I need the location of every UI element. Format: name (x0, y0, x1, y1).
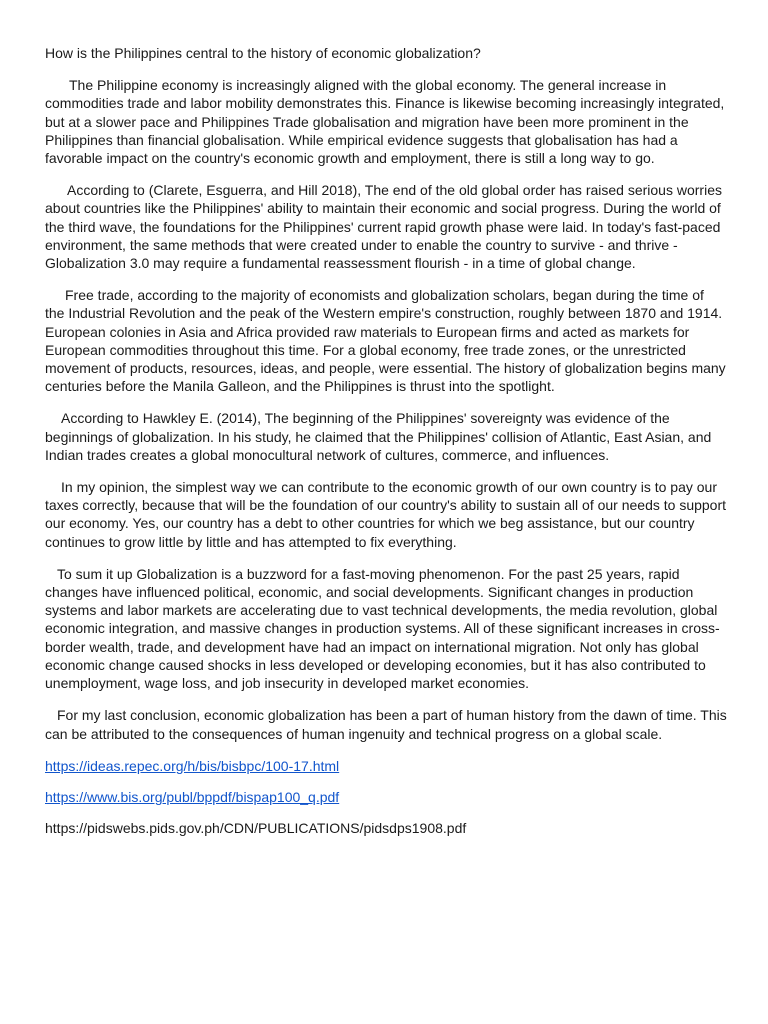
document-page (45, 44, 727, 850)
reference-text-pids: https://pidswebs.pids.gov.ph/CDN/PUBLICATIONS/pidsdps1908.pdf (45, 820, 467, 837)
paragraph-conclusion: For my last conclusion, economic globalization has been a part of human history from the dawn of time. This can be attributed to the consequences of human ingenuity and technical progress on a global scale. (45, 707, 727, 742)
reference-line-3 (45, 819, 727, 837)
paragraph-economy-alignment: The Philippine economy is increasingly aligned with the global economy. The general increase in commodities trade and labor mobility demonstrates this. Finance is likewise becoming increasingly integrated, but at a slower pace and Philippines Trade globalisation and migration have been more prominent in the Philippines than financial globalisation. While empirical evidence suggests that globalisation has had a favorable impact on the country's economic growth and employment, there is still a long way to go. (45, 77, 725, 167)
reference-link-repec[interactable]: https://ideas.repec.org/h/bis/bisbpc/100-17.html (45, 757, 340, 774)
paragraph-summary: To sum it up Globalization is a buzzword for a fast-moving phenomenon. For the past 25 years, rapid changes have influenced political, economic, and social developments. Significant changes in production systems and labor markets are accelerating due to vast technical developments, the media revolution, global economic integration, and massive changes in production systems. All of these significant increases in cross-border wealth, trade, and development have had an impact on international migration. Not only has global economic change caused shocks in less developed or developing economies, but it has also contributed to unemployment, wage loss, and job insecurity in developed market economies. (45, 565, 720, 692)
paragraph-global-order: According to (Clarete, Esguerra, and Hill 2018), The end of the old global order has raised serious worries about countries like the Philippines' ability to maintain their economic and social progress. During the world of the third wave, the foundations for the Philippines' current rapid growth phase were laid. In today's fast-paced environment, the same methods that were created under to enable the country to survive - and thrive - Globalization 3.0 may require a fundamental reassessment flourish - in a time of global change. (45, 182, 722, 272)
reference-line-1 (45, 757, 727, 775)
paragraph-opinion: In my opinion, the simplest way we can contribute to the economic growth of our own country is to pay our taxes correctly, because that will be the foundation of our country's ability to sustain all of our needs to support our economy. Yes, our country has a debt to other countries for which we beg assistance, but our country continues to grow little by little and has attempted to fix everything. (45, 479, 727, 550)
reference-line-2 (45, 788, 727, 806)
question-heading: How is the Philippines central to the history of economic globalization? (45, 45, 481, 61)
paragraph-sovereignty: According to Hawkley E. (2014), The beginning of the Philippines' sovereignty was evidence of the beginnings of globalization. In his study, he claimed that the Philippines' collision of Atlantic, East Asian, and Indian trades creates a global monocultural network of cultures, commerce, and influences. (45, 410, 712, 463)
paragraph-free-trade: Free trade, according to the majority of economists and globalization scholars, began during the time of the Industrial Revolution and the peak of the Western empire's construction, roughly between 1870 and 1914. European colonies in Asia and Africa provided raw materials to European firms and acted as markets for European commodities throughout this time. For a global economy, free trade zones, or the unrestricted movement of products, resources, ideas, and people, were essential. The history of globalization begins many centuries before the Manila Galleon, and the Philippines is thrust into the spotlight. (45, 287, 726, 395)
reference-link-bis[interactable]: https://www.bis.org/publ/bppdf/bispap100_q.pdf (45, 788, 340, 805)
